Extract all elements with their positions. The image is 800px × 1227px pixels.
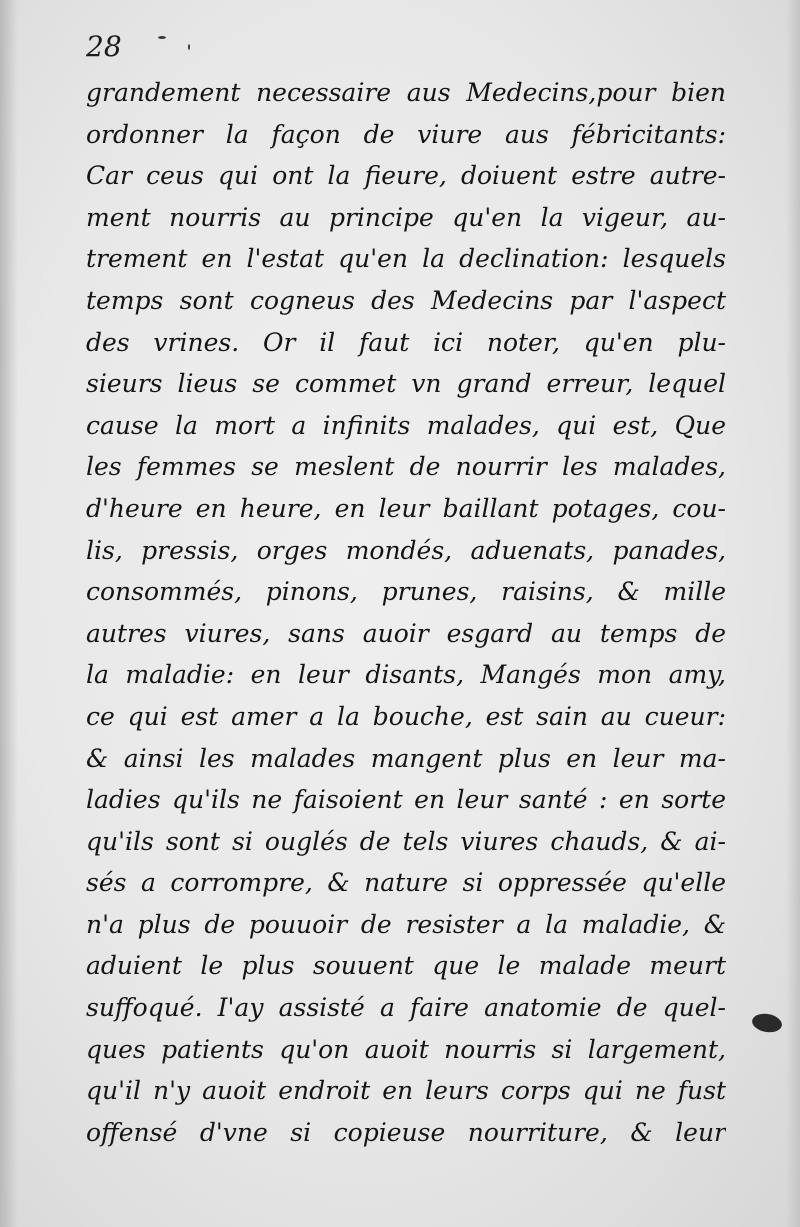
text-line: grandement necessaire aus Medecins,pour bien — [86, 78, 726, 107]
gutter-shadow — [0, 0, 18, 1227]
text-line: consommés, pinons, prunes, raisins, & mille — [86, 577, 726, 607]
text-line: qu'il n'y auoit endroit en leurs corps qui ne fust — [86, 1076, 726, 1106]
text-line: les femmes se meslent de nourrir les malades, — [86, 452, 726, 482]
text-line: n'a plus de pouuoir de resister a la maladie, & — [86, 909, 726, 939]
text-line: ment nourris au principe qu'en la vigeur, au- — [86, 202, 726, 232]
edge-shadow — [786, 0, 800, 1227]
text-line: cause la mort a infinits malades, qui est, Que — [86, 410, 726, 440]
page-number: 28 — [86, 30, 122, 63]
text-line: trement en l'estat qu'en la declination: lesquels — [86, 244, 726, 274]
text-line: sés a corrompre, & nature si oppressée qu'elle — [86, 868, 726, 898]
ink-speck — [158, 36, 166, 39]
body-text — [86, 72, 726, 1153]
text-line: ladies qu'ils ne faisoient en leur santé : en sorte — [86, 785, 726, 815]
ink-speck — [188, 44, 190, 50]
text-line: temps sont cogneus des Medecins par l'aspect — [86, 285, 726, 315]
ink-blot — [751, 1012, 784, 1035]
text-line: aduient le plus souuent que le malade meurt — [86, 951, 726, 981]
text-line: autres viures, sans auoir esgard au temps de — [86, 618, 726, 648]
text-line: ques patients qu'on auoit nourris si largement, — [86, 1034, 726, 1064]
text-line: suffoqué. I'ay assisté a faire anatomie de quel- — [86, 993, 726, 1023]
text-line: d'heure en heure, en leur baillant potages, cou- — [86, 493, 726, 523]
text-line: & ainsi les malades mangent plus en leur ma- — [86, 743, 726, 773]
text-line: offensé d'vne si copieuse nourriture, & leur — [86, 1117, 726, 1147]
text-line: Car ceus qui ont la fieure, doiuent estre autre- — [86, 161, 726, 191]
text-line: lis, pressis, orges mondés, aduenats, panades, — [86, 535, 726, 565]
text-line: sieurs lieus se commet vn grand erreur, lequel — [86, 369, 726, 399]
text-line: des vrines. Or il faut ici noter, qu'en plu- — [86, 327, 726, 357]
text-line: ce qui est amer a la bouche, est sain au cueur: — [86, 701, 726, 731]
text-line: la maladie: en leur disants, Mangés mon amy, — [86, 660, 726, 690]
text-line: qu'ils sont si ouglés de tels viures chauds, & ai- — [86, 826, 726, 856]
text-line: ordonner la façon de viure aus fébricitants: — [86, 119, 726, 149]
